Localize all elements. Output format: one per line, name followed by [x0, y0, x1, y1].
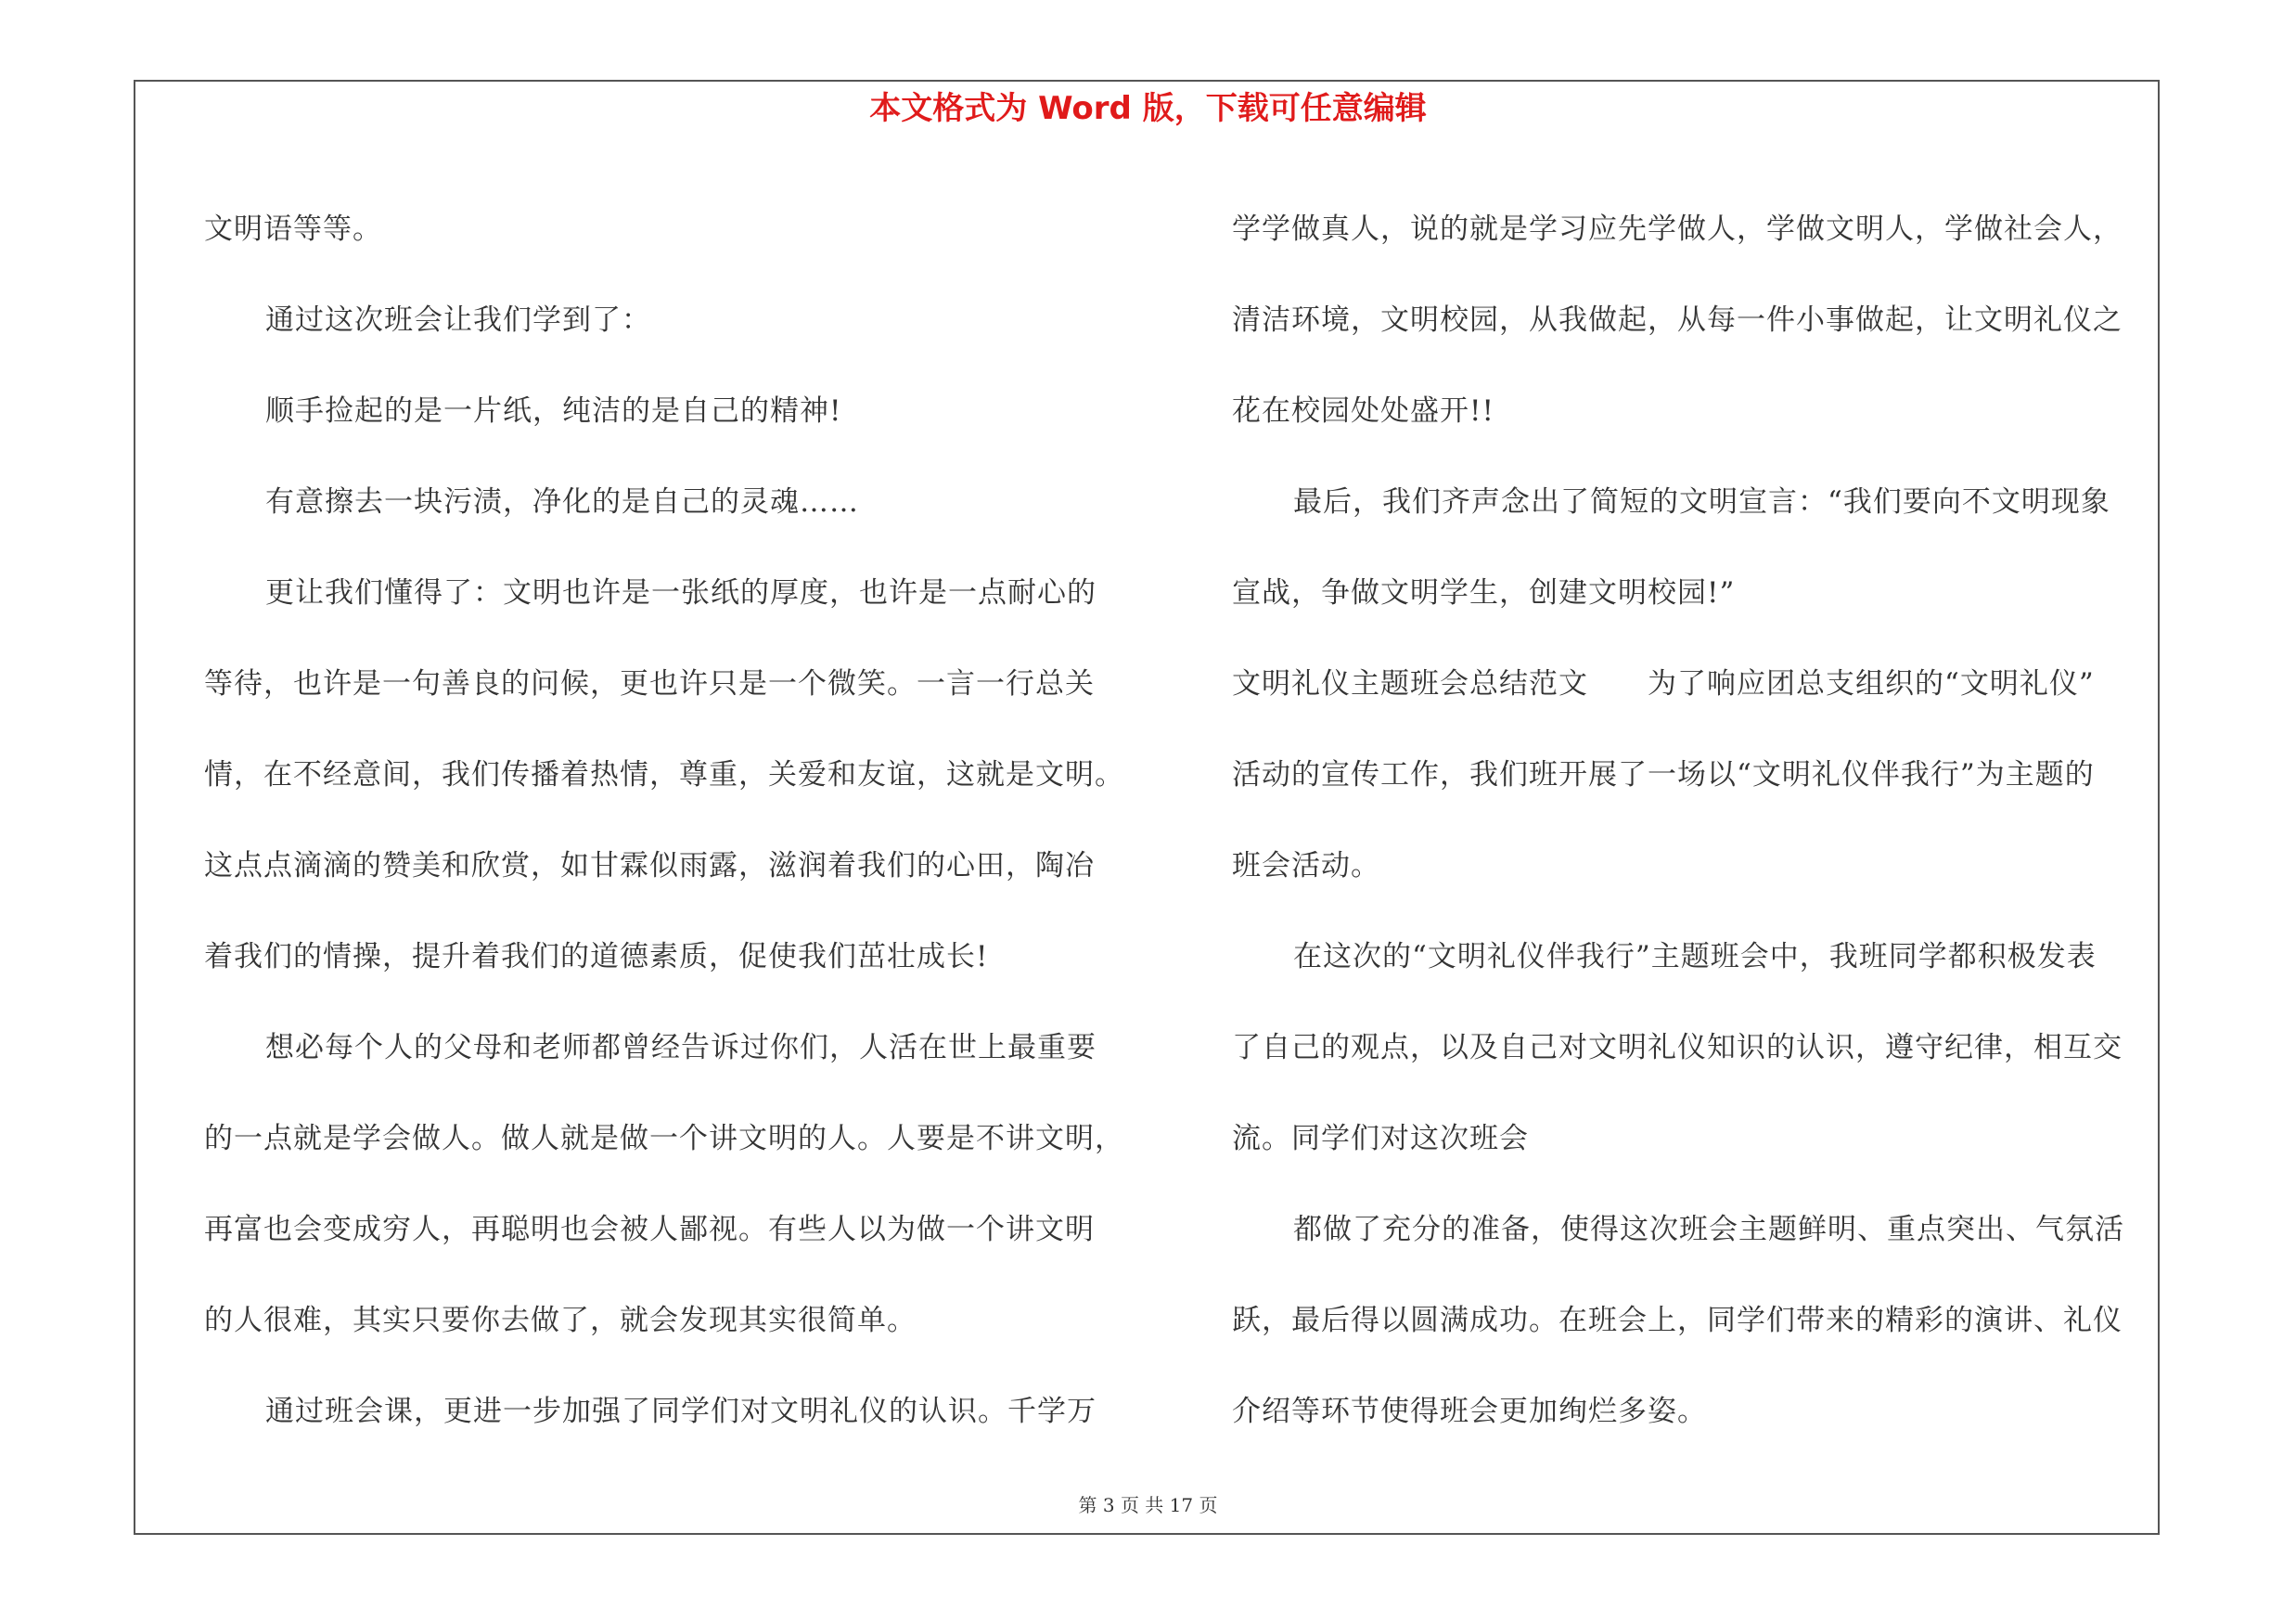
paragraph-line: 有意擦去一块污渍，净化的是自己的灵魂……: [265, 485, 859, 519]
paragraph-line: 顺手捡起的是一片纸，纯洁的是自己的精神!: [265, 394, 842, 428]
paragraph-line: 最后，我们齐声念出了简短的文明宣言：“我们要向不文明现象: [1293, 485, 2110, 519]
paragraph-line: 介绍等环节使得班会更加绚烂多姿。: [1232, 1395, 1707, 1428]
page-number: 第 3 页 共 17 页: [1078, 1494, 1218, 1516]
paragraph-line: 跃，最后得以圆满成功。在班会上，同学们带来的精彩的演讲、礼仪: [1232, 1304, 2123, 1337]
paragraph-line: 的一点就是学会做人。做人就是做一个讲文明的人。人要是不讲文明，: [204, 1122, 1124, 1155]
paragraph-line: 的人很难，其实只要你去做了，就会发现其实很简单。: [204, 1304, 917, 1337]
paragraph-line: 通过这次班会让我们学到了：: [265, 303, 651, 337]
left-text-column: [204, 184, 1132, 1457]
word-format-notice: 本文格式为 Word 版，下载可任意编辑: [869, 90, 1427, 127]
paragraph-line: 了自己的观点，以及自己对文明礼仪知识的认识，遵守纪律，相互交: [1232, 1031, 2123, 1064]
paragraph-line: 通过班会课，更进一步加强了同学们对文明礼仪的认识。千学万: [265, 1395, 1097, 1428]
paragraph-line: 花在校园处处盛开!!: [1232, 394, 1494, 428]
paragraph-line: 这点点滴滴的赞美和欣赏，如甘霖似雨露，滋润着我们的心田，陶冶: [204, 849, 1095, 882]
paragraph-line: 活动的宣传工作，我们班开展了一场以“文明礼仪伴我行”为主题的: [1232, 758, 2095, 792]
paragraph-line: 情，在不经意间，我们传播着热情，尊重，关爱和友谊，这就是文明。: [204, 758, 1124, 792]
paragraph-line: 学学做真人，说的就是学习应先学做人，学做文明人，学做社会人，: [1232, 213, 2123, 246]
paragraph-line: 流。同学们对这次班会: [1232, 1122, 1529, 1155]
paragraph-line: 更让我们懂得了：文明也许是一张纸的厚度，也许是一点耐心的: [265, 576, 1097, 610]
paragraph-line: 清洁环境，文明校园，从我做起，从每一件小事做起，让文明礼仪之: [1232, 303, 2123, 337]
paragraph-line: 在这次的“文明礼仪伴我行”主题班会中，我班同学都积极发表: [1293, 940, 2097, 973]
paragraph-line: 等待，也许是一句善良的问候，更也许只是一个微笑。一言一行总关: [204, 667, 1095, 701]
paragraph-line: 想必每个人的父母和老师都曾经告诉过你们，人活在世上最重要: [265, 1031, 1097, 1064]
paragraph-line: 文明语等等。: [204, 213, 382, 246]
paragraph-line: 班会活动。: [1232, 849, 1380, 882]
paragraph-line: 宣战，争做文明学生，创建文明校园!”: [1232, 576, 1736, 610]
paragraph-line: 都做了充分的准备，使得这次班会主题鲜明、重点突出、气氛活: [1293, 1213, 2124, 1246]
paragraph-line: 着我们的情操，提升着我们的道德素质，促使我们茁壮成长!: [204, 940, 989, 973]
paragraph-line: 再富也会变成穷人，再聪明也会被人鄙视。有些人以为做一个讲文明: [204, 1213, 1095, 1246]
paragraph-line: 文明礼仪主题班会总结范文 为了响应团总支组织的“文明礼仪”: [1232, 667, 2095, 701]
right-text-column: [1232, 184, 2169, 1457]
